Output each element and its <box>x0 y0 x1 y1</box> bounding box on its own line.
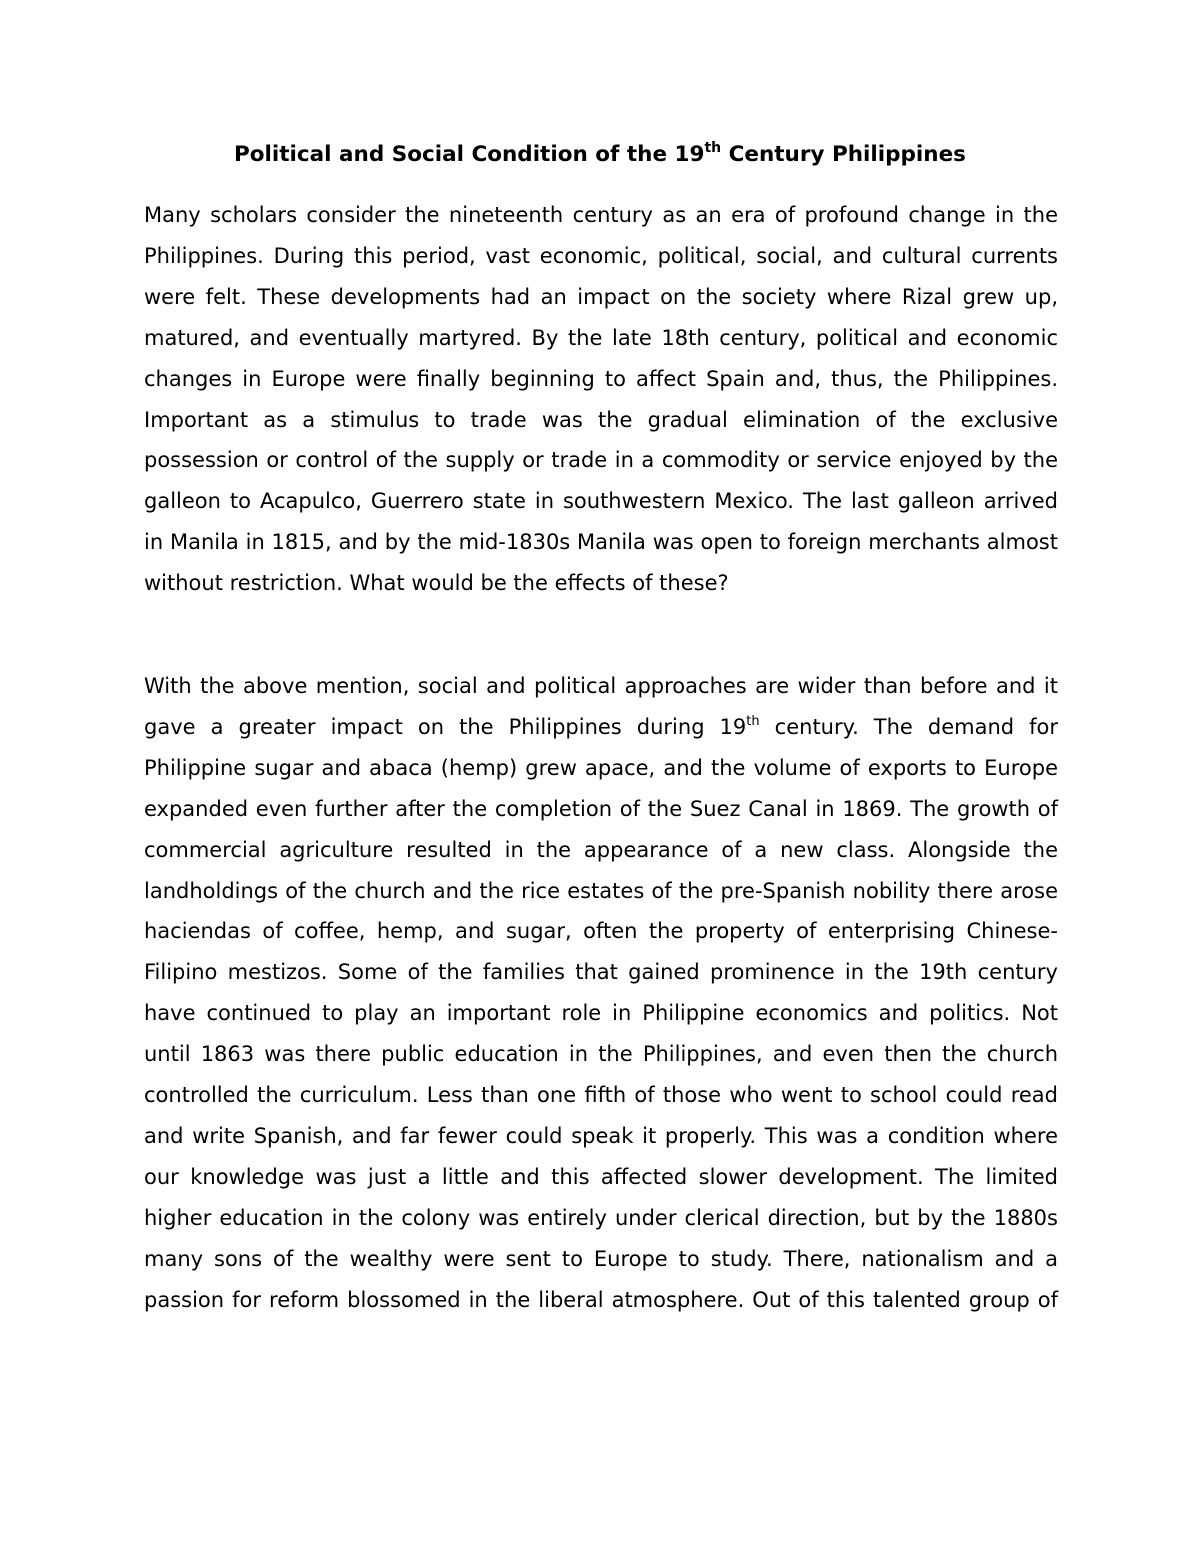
paragraph-2-text-end: century. The demand for Philippine sugar and abaca (hemp) grew apace, and the volume of exports to Europe expanded even further after the completion of the Suez Canal in 1869. The growth of commercial agriculture resulted in the appearance of a new class. Alongside the landholdings of the church and the rice estates of the pre-Spanish nobility there arose haciendas of coffee, hemp, and sugar, often the property of enterprising Chinese-Filipino mestizos. Some of the families that gained prominence in the 19th century have continued to play an important role in Philippine economics and politics. Not until 1863 was there public education in the Philippines, and even then the church controlled the curriculum. Less than one fifth of those who went to school could read and write Spanish, and far fewer could speak it properly. This was a condition where our knowledge was just a little and this affected slower development. The limited higher education in the colony was entirely under clerical direction, but by the 1880s many sons of the wealthy were sent to Europe to study. There, nationalism and a passion for reform blossomed in the liberal atmosphere. Out of this talented group of <box>144 714 1058 1312</box>
title-superscript: th <box>704 140 722 156</box>
title-text-start: Political and Social Condition of the 19 <box>234 142 705 167</box>
title-text-end: Century Philippines <box>721 142 966 167</box>
document-title <box>0 138 1200 172</box>
paragraph-1 <box>144 195 1058 604</box>
paragraph-2 <box>144 666 1058 1321</box>
paragraph-2-superscript: th <box>746 713 760 729</box>
paragraph-2-text-start: With the above mention, social and political approaches are wider than before and it gave a greater impact on the Philippines during 19 <box>144 674 1058 739</box>
paragraph-1-text: Many scholars consider the nineteenth century as an era of profound change in the Philippines. During this period, vast economic, political, social, and cultural currents were felt. These developments had an impact on the society where Rizal grew up, matured, and eventually martyred. By the late 18th century, political and economic changes in Europe were finally beginning to affect Spain and, thus, the Philippines. Important as a stimulus to trade was the gradual elimination of the exclusive possession or control of the supply or trade in a commodity or service enjoyed by the galleon to Acapulco, Guerrero state in southwestern Mexico. The last galleon arrived in Manila in 1815, and by the mid-1830s Manila was open to foreign merchants almost without restriction. What would be the effects of these? <box>144 203 1058 596</box>
